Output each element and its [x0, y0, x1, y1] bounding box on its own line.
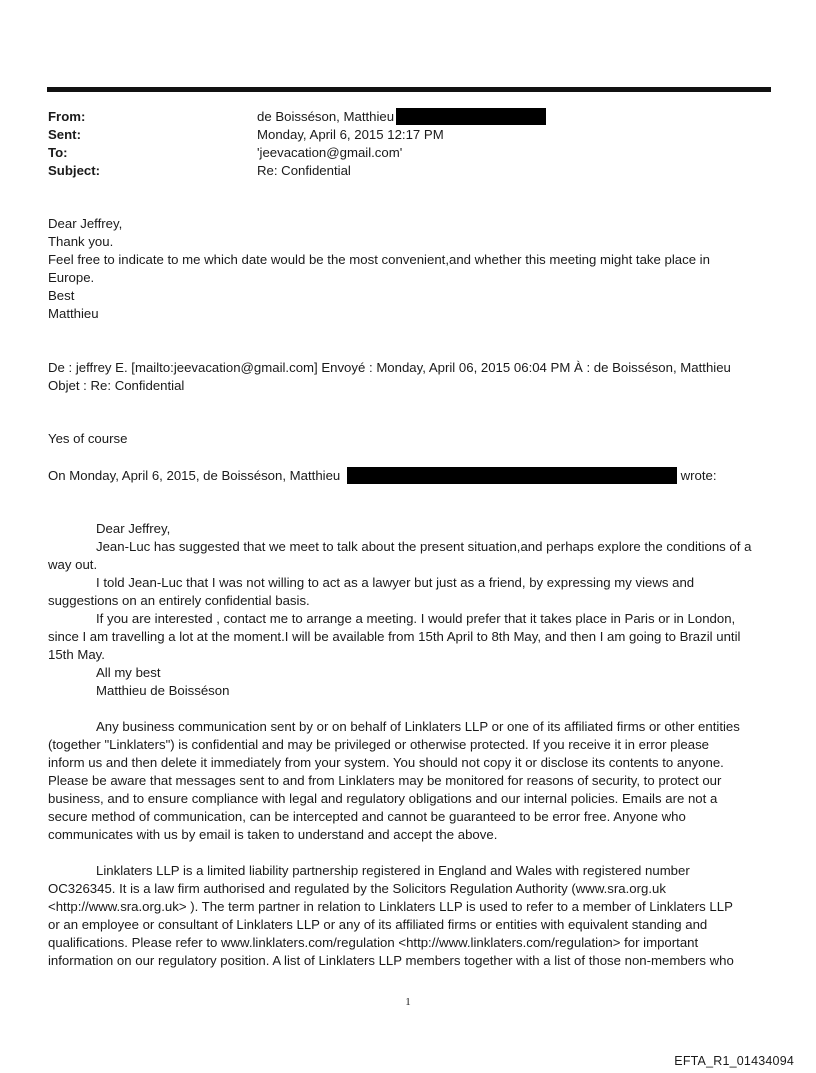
reply-closing: Best [48, 288, 75, 303]
original-text-line: I told Jean-Luc that I was not willing to act as a lawyer but just as a friend, by expressing my views and [96, 575, 695, 590]
disclaimer-line: inform us and then delete it immediately from your system. You should not copy it or disclose its contents to anyone. [48, 755, 724, 770]
registration-line: Linklaters LLP is a limited liability partnership registered in England and Wales with registered number [96, 863, 690, 878]
subject-label: Subject: [48, 163, 101, 178]
header-rule [47, 87, 771, 92]
original-closing: All my best [96, 665, 161, 680]
redaction-bar [347, 467, 677, 484]
registration-line: information on our regulatory position. A list of Linklaters LLP members together with a list of those non-members who [48, 953, 734, 968]
original-text-line: If you are interested , contact me to arrange a meeting. I would prefer that it takes place in Paris or in London, [96, 611, 736, 626]
to-label: To: [48, 145, 68, 160]
registration-line: <http://www.sra.org.uk> ). The term partner in relation to Linklaters LLP is used to refer to a member of Linklaters LLP [48, 899, 733, 914]
email-header [48, 108, 546, 180]
disclaimer-line: (together "Linklaters") is confidential and may be privileged or otherwise protected. If you receive it in error please [48, 737, 710, 752]
subject-value: Re: Confidential [257, 163, 351, 178]
subject-row [48, 162, 546, 180]
original-text-line: since I am travelling a lot at the moment.I will be available from 15th April to 8th May, and then I am going to Brazil until [48, 629, 741, 644]
quoted-header-line: Objet : Re: Confidential [48, 378, 185, 393]
document-id: EFTA_R1_01434094 [674, 1054, 794, 1068]
registration-line: OC326345. It is a law firm authorised and regulated by the Solicitors Regulation Authority (www.sra.org.uk [48, 881, 666, 896]
disclaimer-line: Please be aware that messages sent to and from Linklaters may be monitored for reasons of security, to protect our [48, 773, 722, 788]
epstein-reply [48, 430, 772, 448]
to-row [48, 144, 546, 162]
reply-text-line: Europe. [48, 270, 95, 285]
sent-label: Sent: [48, 127, 81, 142]
reply-signature: Matthieu [48, 306, 99, 321]
registration-line: or an employee or consultant of Linklaters LLP or any of its affiliated firms or entities with equivalent standing and [48, 917, 708, 932]
registration-notice [48, 862, 772, 970]
original-message [48, 520, 772, 700]
disclaimer-line: secure method of communication, can be intercepted and cannot be guaranteed to be error free. Anyone who [48, 809, 686, 824]
to-value: 'jeevacation@gmail.com' [257, 145, 403, 160]
attribution-suffix: wrote: [680, 468, 717, 483]
reply-greeting: Dear Jeffrey, [48, 216, 123, 231]
sent-row [48, 126, 546, 144]
attribution-prefix: On Monday, April 6, 2015, de Boisséson, Matthieu [48, 468, 341, 483]
attribution-line [48, 467, 772, 485]
sent-value: Monday, April 6, 2015 12:17 PM [257, 127, 444, 142]
original-text-line: Jean-Luc has suggested that we meet to talk about the present situation,and perhaps explore the conditions of a [96, 539, 752, 554]
quoted-header [48, 359, 772, 395]
disclaimer-line: communicates with us by email is taken to understand and accept the above. [48, 827, 498, 842]
original-text-line: way out. [48, 557, 98, 572]
reply-body [48, 215, 772, 323]
disclaimer [48, 718, 772, 844]
page-number: 1 [405, 996, 411, 1008]
original-text-line: suggestions on an entirely confidential basis. [48, 593, 310, 608]
from-row [48, 108, 546, 126]
original-greeting: Dear Jeffrey, [96, 521, 171, 536]
redaction-bar [396, 108, 546, 125]
quoted-header-line: De : jeffrey E. [mailto:jeevacation@gmail.com] Envoyé : Monday, April 06, 2015 06:04 PM À : de Boisséson, Matthieu [48, 360, 731, 375]
original-signature: Matthieu de Boisséson [96, 683, 230, 698]
original-text-line: 15th May. [48, 647, 105, 662]
from-value: de Boisséson, Matthieu [257, 109, 395, 124]
registration-line: qualifications. Please refer to www.linklaters.com/regulation <http://www.linklaters.com/regulation> for important [48, 935, 699, 950]
from-label: From: [48, 109, 86, 124]
epstein-reply-text: Yes of course [48, 431, 128, 446]
reply-thanks: Thank you. [48, 234, 114, 249]
disclaimer-line: business, and to ensure compliance with legal and regulatory obligations and our internal policies. Emails are not a [48, 791, 718, 806]
reply-text-line: Feel free to indicate to me which date would be the most convenient,and whether this meeting might take place in [48, 252, 710, 267]
disclaimer-line: Any business communication sent by or on behalf of Linklaters LLP or one of its affiliated firms or other entities [96, 719, 740, 734]
